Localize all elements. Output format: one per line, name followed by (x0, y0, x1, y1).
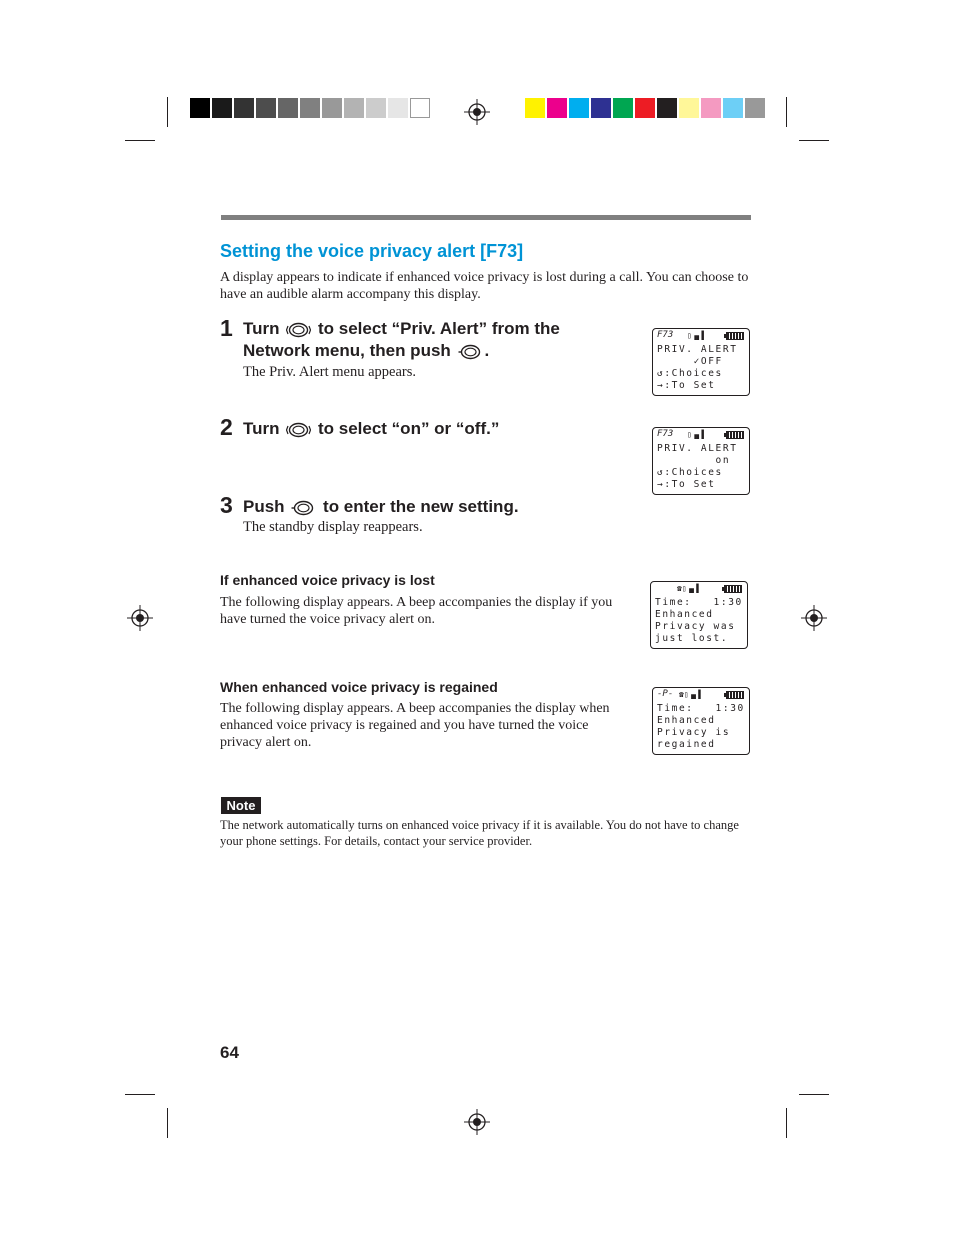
lcd-status-bar (657, 330, 746, 340)
note-label: Note (221, 797, 261, 814)
step-instruction (243, 318, 643, 362)
color-swatch (322, 98, 342, 118)
signal-icon: ☎▯▗▖▌ (679, 690, 704, 699)
registration-mark-icon (464, 99, 490, 125)
registration-mark-icon (464, 1109, 490, 1135)
step-instruction (243, 418, 643, 440)
jog-dial-icon (458, 344, 483, 360)
color-swatch (410, 98, 430, 118)
step-text: Push (243, 497, 285, 516)
jog-dial-icon (286, 322, 311, 338)
crop-mark (167, 1108, 168, 1138)
color-swatch (569, 98, 589, 118)
step-text: Turn (243, 419, 280, 438)
step-text: Turn (243, 319, 280, 338)
note-text: The network automatically turns on enhanced voice privacy if it is available. You do not have to change your phone settings. For details, contact your service provider. (220, 818, 739, 848)
color-swatch (635, 98, 655, 118)
battery-icon (726, 332, 744, 340)
lcd-display (652, 328, 750, 396)
jog-dial-icon (291, 500, 316, 516)
signal-icon: ▯▗▖▌ (687, 331, 707, 340)
color-swatch (190, 98, 210, 118)
subsection-text: The following display appears. A beep accompanies the display when enhanced voice privacy is regained and you have turned the voice privacy alert on. (220, 701, 610, 750)
color-swatch (701, 98, 721, 118)
crop-mark (799, 140, 829, 141)
lcd-row: Privacy was (655, 621, 736, 632)
lcd-row: regained (657, 739, 716, 750)
crop-mark (786, 1108, 787, 1138)
lcd-row: →:To Set (657, 479, 716, 490)
crop-mark (167, 97, 168, 127)
lcd-function-code: F73 (657, 429, 674, 439)
page-number: 64 (220, 1043, 239, 1062)
color-swatch (212, 98, 232, 118)
color-swatch (547, 98, 567, 118)
step-text: to select “Priv. Alert” from the (317, 319, 560, 338)
registration-mark-icon (127, 605, 153, 631)
step-number: 1 (220, 315, 233, 341)
step-text: to select “on” or “off.” (317, 419, 500, 438)
color-swatch (679, 98, 699, 118)
lcd-row: ✓OFF (657, 356, 723, 367)
crop-mark (799, 1094, 829, 1095)
lcd-status-bar (655, 583, 744, 593)
lcd-row: Enhanced (655, 609, 714, 620)
color-swatch (613, 98, 633, 118)
color-swatch (657, 98, 677, 118)
signal-icon: ☎▯▗▖▌ (677, 584, 702, 593)
section-intro: A display appears to indicate if enhanced voice privacy is lost during a call. You can choose to have an audible alarm accompany this display. (220, 270, 749, 302)
lcd-row: Enhanced (657, 715, 716, 726)
step-result: The Priv. Alert menu appears. (243, 364, 417, 380)
step-number: 3 (220, 492, 233, 518)
color-swatch (591, 98, 611, 118)
lcd-function-code: -P- (657, 689, 674, 699)
subsection-heading: When enhanced voice privacy is regained (220, 679, 498, 695)
jog-dial-icon (286, 422, 311, 438)
battery-icon (726, 431, 744, 439)
lcd-row: PRIV. ALERT (657, 344, 738, 355)
color-swatch (366, 98, 386, 118)
lcd-row: Time: 1:30 (655, 597, 743, 608)
color-swatch (278, 98, 298, 118)
lcd-status-bar (657, 689, 746, 699)
lcd-row: just lost. (655, 633, 729, 644)
section-title: Setting the voice privacy alert [F73] (220, 241, 524, 261)
lcd-row: on (657, 455, 731, 466)
color-swatch (234, 98, 254, 118)
lcd-row: →:To Set (657, 380, 716, 391)
lcd-display (650, 581, 748, 649)
crop-mark (125, 140, 155, 141)
lcd-row: PRIV. ALERT (657, 443, 738, 454)
lcd-display (652, 427, 750, 495)
lcd-row: Time: 1:30 (657, 703, 745, 714)
color-swatch (745, 98, 765, 118)
lcd-display (652, 687, 750, 755)
registration-mark-icon (801, 605, 827, 631)
color-swatch (388, 98, 408, 118)
lcd-row: ↺:Choices (657, 368, 723, 379)
step-text: to enter the new setting. (323, 497, 519, 516)
header-rule (221, 215, 751, 220)
subsection-heading: If enhanced voice privacy is lost (220, 572, 435, 588)
color-swatch (256, 98, 276, 118)
lcd-status-bar (657, 429, 746, 439)
step-text: Network menu, then push (243, 341, 451, 360)
color-swatch (525, 98, 545, 118)
step-result: The standby display reappears. (243, 519, 423, 535)
lcd-row: Privacy is (657, 727, 731, 738)
color-swatch (344, 98, 364, 118)
color-swatch (300, 98, 320, 118)
subsection-text: The following display appears. A beep accompanies the display if you have turned the voice privacy alert on. (220, 595, 613, 627)
lcd-function-code: F73 (657, 330, 674, 340)
crop-mark (125, 1094, 155, 1095)
lcd-row: ↺:Choices (657, 467, 723, 478)
crop-mark (786, 97, 787, 127)
battery-icon (724, 585, 742, 593)
step-number: 2 (220, 414, 233, 440)
battery-icon (726, 691, 744, 699)
signal-icon: ▯▗▖▌ (687, 430, 707, 439)
color-swatch (723, 98, 743, 118)
step-instruction (243, 496, 643, 518)
step-text: . (484, 341, 490, 360)
